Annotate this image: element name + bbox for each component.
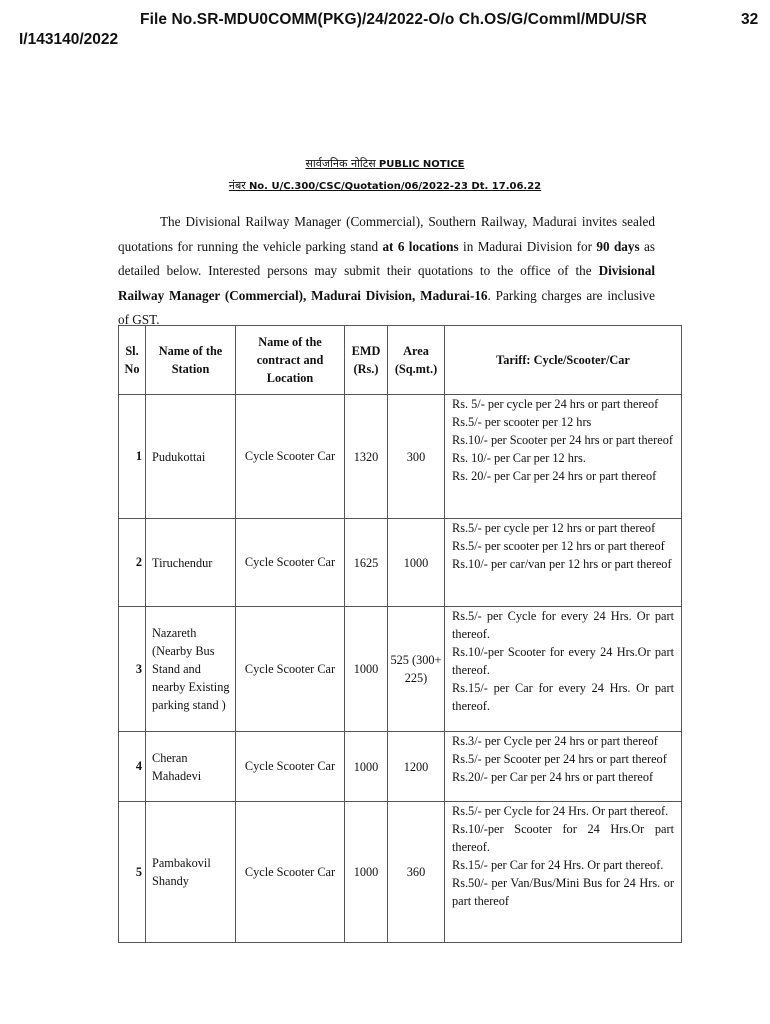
- cell-tariff: [445, 732, 682, 802]
- body-bold-days: 90 days: [596, 238, 640, 254]
- cell-station: Pambakovil Shandy: [146, 802, 236, 943]
- cell-station: Nazareth (Nearby Bus Stand and nearby Existing parking stand ): [146, 607, 236, 732]
- notice-number-english: No. U/C.300/CSC/Quotation/06/2022-23 Dt. 17.06.22: [248, 181, 542, 192]
- cell-sl: 5: [119, 802, 146, 943]
- notice-title-english: PUBLIC NOTICE: [378, 159, 465, 170]
- notice-title-hindi: सार्वजनिक नोटिस: [305, 157, 376, 170]
- header-contract: Name of the contract and Location: [236, 326, 345, 395]
- cell-contract: Cycle Scooter Car: [236, 607, 345, 732]
- tariff-line: Rs.10/- per Scooter per 24 hrs or part thereof: [452, 433, 673, 447]
- tariff-line: Rs.5/- per scooter per 12 hrs or part thereof: [452, 539, 665, 553]
- tariff-line: Rs. 20/- per Car per 24 hrs or part thereof: [452, 469, 657, 483]
- tariff-line: Rs.5/- per cycle per 12 hrs or part thereof: [452, 521, 656, 535]
- cell-emd: 1000: [345, 732, 388, 802]
- cell-emd: 1625: [345, 519, 388, 607]
- page-number: 32: [741, 11, 759, 28]
- header-area: Area (Sq.mt.): [388, 326, 445, 395]
- cell-contract: Cycle Scooter Car: [236, 519, 345, 607]
- tariff-line: Rs.3/- per Cycle per 24 hrs or part thereof: [452, 734, 658, 748]
- cell-contract: Cycle Scooter Car: [236, 802, 345, 943]
- tariff-line: Rs. 10/- per Car per 12 hrs.: [452, 451, 586, 465]
- tariff-line: Rs.15/- per Car for every 24 Hrs. Or part thereof.: [452, 681, 674, 713]
- cell-tariff: [445, 519, 682, 607]
- tariff-line: Rs.10/-per Scooter for every 24 Hrs.Or part thereof.: [452, 645, 674, 677]
- cell-station: Tiruchendur: [146, 519, 236, 607]
- tariff-line: Rs.10/-per Scooter for 24 Hrs.Or part thereof.: [452, 822, 674, 854]
- file-number-header-continued: I/143140/2022: [19, 31, 119, 48]
- header-station: Name of the Station: [146, 326, 236, 395]
- notice-number-hindi: नंबर: [228, 179, 246, 192]
- table-row: [119, 395, 682, 519]
- cell-tariff: [445, 802, 682, 943]
- body-text-part-4: . Parking charges are inclusive of GST.: [118, 287, 655, 327]
- body-bold-locations: at 6 locations: [382, 238, 459, 254]
- parking-tariff-table: [118, 325, 682, 943]
- cell-station: Pudukottai: [146, 395, 236, 519]
- cell-emd: 1000: [345, 607, 388, 732]
- tariff-line: Rs.20/- per Car per 24 hrs or part thereof: [452, 770, 654, 784]
- cell-area: 1000: [388, 519, 445, 607]
- cell-sl: 4: [119, 732, 146, 802]
- body-text-part-2: in Madurai Division for: [458, 238, 597, 254]
- cell-station: Cheran Mahadevi: [146, 732, 236, 802]
- cell-tariff: [445, 395, 682, 519]
- tariff-line: Rs.15/- per Car for 24 Hrs. Or part thereof.: [452, 858, 664, 872]
- tariff-line: Rs.10/- per car/van per 12 hrs or part thereof: [452, 557, 672, 571]
- cell-area: 1200: [388, 732, 445, 802]
- cell-contract: Cycle Scooter Car: [236, 732, 345, 802]
- cell-area: 525 (300+ 225): [388, 607, 445, 732]
- cell-sl: 2: [119, 519, 146, 607]
- cell-sl: 1: [119, 395, 146, 519]
- cell-tariff: [445, 607, 682, 732]
- table-row: [119, 519, 682, 607]
- cell-area: 360: [388, 802, 445, 943]
- cell-emd: 1000: [345, 802, 388, 943]
- cell-contract: Cycle Scooter Car: [236, 395, 345, 519]
- table-row: [119, 802, 682, 943]
- table-row: [119, 732, 682, 802]
- notice-body-paragraph: [118, 210, 655, 333]
- body-text-part-3: as detailed below. Interested persons may submit their quotations to the office of the: [118, 238, 656, 278]
- header-emd: EMD (Rs.): [345, 326, 388, 395]
- tariff-line: Rs.5/- per Cycle for every 24 Hrs. Or part thereof.: [452, 609, 674, 641]
- tariff-line: Rs.5/- per Scooter per 24 hrs or part thereof: [452, 752, 667, 766]
- cell-area: 300: [388, 395, 445, 519]
- cell-emd: 1320: [345, 395, 388, 519]
- header-tariff: Tariff: Cycle/Scooter/Car: [445, 326, 682, 395]
- table-row: [119, 607, 682, 732]
- table-header-row: [119, 326, 682, 395]
- tariff-line: Rs.5/- per Cycle for 24 Hrs. Or part thereof.: [452, 804, 669, 818]
- notice-number: [0, 178, 770, 193]
- body-bold-office: Divisional Railway Manager (Commercial), Madurai Division, Madurai-16: [118, 263, 655, 303]
- header-sl-no: Sl. No: [119, 326, 146, 395]
- cell-sl: 3: [119, 607, 146, 732]
- tariff-line: Rs. 5/- per cycle per 24 hrs or part thereof: [452, 397, 659, 411]
- tariff-line: Rs.5/- per scooter per 12 hrs: [452, 415, 592, 429]
- file-number-header: File No.SR-MDU0COMM(PKG)/24/2022-O/o Ch.OS/G/Comml/MDU/SR: [140, 11, 647, 28]
- tariff-line: Rs.50/- per Van/Bus/Mini Bus for 24 Hrs. or part thereof: [452, 876, 674, 908]
- body-text-part-1: The Divisional Railway Manager (Commercial), Southern Railway, Madurai invites sealed quotations for running the vehicle parking stand: [118, 214, 655, 254]
- notice-title: [0, 156, 770, 171]
